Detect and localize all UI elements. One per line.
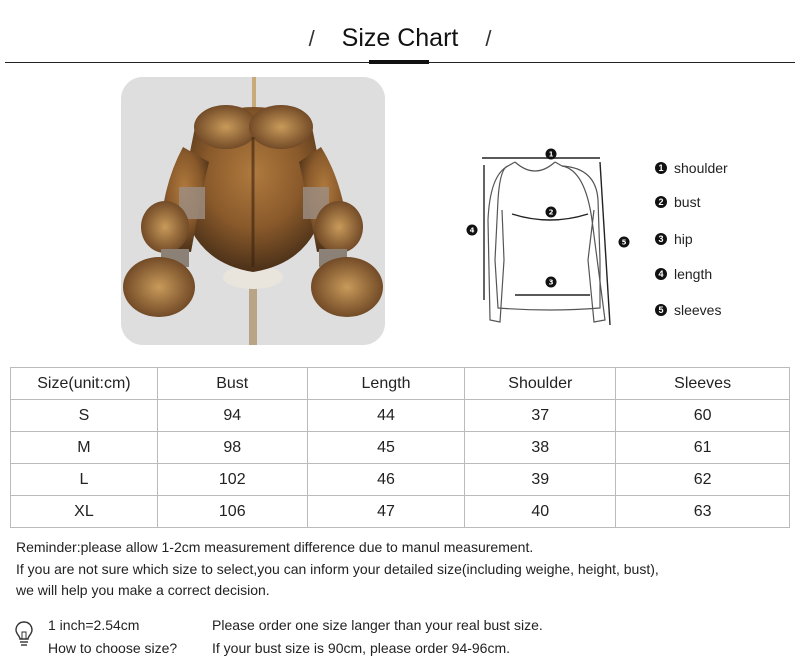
diagram-mark-4: 4 xyxy=(469,226,475,235)
table-cell: 102 xyxy=(157,464,307,496)
title-slash-left: / xyxy=(308,26,315,51)
table-cell: 61 xyxy=(616,432,790,464)
product-photo xyxy=(121,77,385,345)
table-cell: XL xyxy=(11,496,158,528)
note-line: we will help you make a correct decision. xyxy=(16,582,270,598)
table-cell: 98 xyxy=(157,432,307,464)
diagram-mark-2: 2 xyxy=(548,208,554,217)
table-header-cell: Bust xyxy=(157,368,307,400)
diagram-mark-1: 1 xyxy=(548,150,554,159)
table-header-cell: Length xyxy=(307,368,465,400)
title-underline xyxy=(369,60,429,64)
table-cell: 62 xyxy=(616,464,790,496)
table-cell: 45 xyxy=(307,432,465,464)
fur-jacket-image xyxy=(121,77,385,345)
legend-number: 4 xyxy=(655,268,667,280)
legend-item-hip xyxy=(655,229,693,249)
legend-label: length xyxy=(674,266,713,282)
table-row xyxy=(11,496,790,528)
note-line: Reminder:please allow 1-2cm measurement difference due to manul measurement. xyxy=(16,539,534,555)
tips-right xyxy=(212,614,543,660)
legend-label: bust xyxy=(674,194,701,210)
table-cell: 94 xyxy=(157,400,307,432)
lightbulb-icon xyxy=(14,620,34,648)
table-cell: 44 xyxy=(307,400,465,432)
table-header-row xyxy=(11,368,790,400)
legend-number: 3 xyxy=(655,233,667,245)
table-cell: 38 xyxy=(465,432,616,464)
page-header xyxy=(0,0,800,70)
tips-left xyxy=(48,614,177,660)
legend-item-length xyxy=(655,264,712,284)
diagram-mark-5: 5 xyxy=(621,238,627,247)
jacket-outline-diagram xyxy=(460,140,640,335)
table-cell: M xyxy=(11,432,158,464)
table-row xyxy=(11,464,790,496)
table-cell: 46 xyxy=(307,464,465,496)
table-header-cell: Sleeves xyxy=(616,368,790,400)
page-title: Size Chart xyxy=(341,24,459,52)
choose-size-question: How to choose size? xyxy=(48,640,178,656)
legend-item-shoulder xyxy=(655,158,728,178)
legend-number: 1 xyxy=(655,162,667,174)
table-cell: 40 xyxy=(465,496,616,528)
note-line: If you are not sure which size to select,you can inform your detailed size(including weighe, height, bust), xyxy=(16,560,659,577)
table-cell: S xyxy=(11,400,158,432)
title-wrap xyxy=(0,24,800,53)
size-table xyxy=(10,367,790,528)
table-header-cell: Shoulder xyxy=(465,368,616,400)
legend-number: 2 xyxy=(655,196,667,208)
inch-conversion: 1 inch=2.54cm xyxy=(48,617,140,633)
reminder-notes xyxy=(16,537,796,602)
table-cell: 39 xyxy=(465,464,616,496)
table-cell: 106 xyxy=(157,496,307,528)
table-cell: 37 xyxy=(465,400,616,432)
size-example: If your bust size is 90cm, please order 94-96cm. xyxy=(212,640,511,656)
legend-label: sleeves xyxy=(674,302,722,318)
table-cell: 60 xyxy=(616,400,790,432)
table-cell: 47 xyxy=(307,496,465,528)
diagram-mark-3: 3 xyxy=(548,278,554,287)
table-row xyxy=(11,400,790,432)
legend-label: shoulder xyxy=(674,160,728,176)
table-cell: 63 xyxy=(616,496,790,528)
table-row xyxy=(11,432,790,464)
legend-number: 5 xyxy=(655,304,667,316)
size-advice: Please order one size langer than your real bust size. xyxy=(212,617,543,633)
measurement-diagram xyxy=(460,140,640,335)
title-slash-right: / xyxy=(485,26,492,51)
legend-label: hip xyxy=(674,231,693,247)
table-header-cell: Size(unit:cm) xyxy=(11,368,158,400)
legend-item-bust xyxy=(655,192,700,212)
legend-item-sleeves xyxy=(655,300,721,320)
table-cell: L xyxy=(11,464,158,496)
